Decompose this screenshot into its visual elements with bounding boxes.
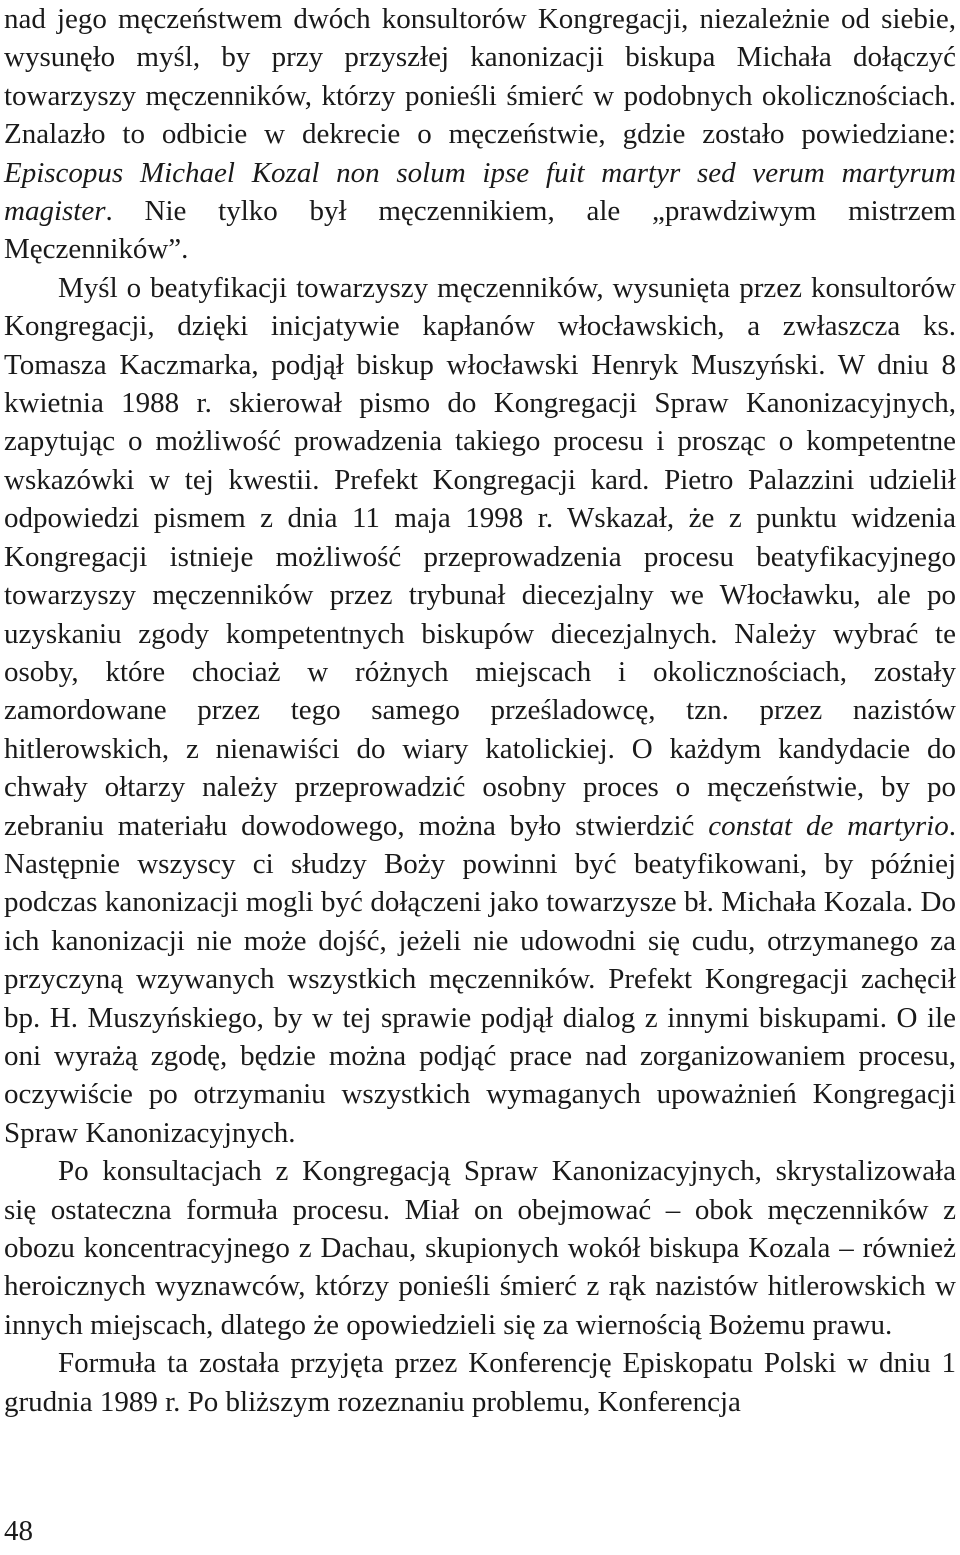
paragraph-2-text: Myśl o beatyfikacji towarzyszy męczenników, wysunięta przez konsultorów Kongregacji, dzięki inicjatywie kapłanów włocławskich, a zwłaszcza ks. Tomasza Kaczmarka, podjął biskup włocławski Henryk Muszyński. W dniu 8 kwietnia 1988 r. skierował pismo do Kongregacji Spraw Kanonizacyjnych, zapytując o możliwość prowadzenia takiego procesu i prosząc o kompetentne wskazówki w tej kwestii. Prefekt Kongregacji kard. Pietro Palazzini udzielił odpowiedzi pismem z dnia 11 maja 1998 r. Wskazał, że z punktu widzenia Kongregacji istnieje możliwość przeprowadzenia procesu beatyfikacyjnego towarzyszy męczenników przez trybunał diecezjalny we Włocławku, ale po uzyskaniu zgody kompetentnych biskupów diecezjalnych. Należy wybrać te osoby, które chociaż w różnych miejscach i okolicznościach, zostały zamordowane przez tego samego prześladowcę, tzn. przez nazistów hitlerowskich, z nienawiści do wiary katolickiej. O każdym kandydacie do chwały ołtarzy należy przeprowadzić osobny proces o męczeństwie, by po zebraniu materiału dowodowego, można było stwierdzić <box>4 271 956 842</box>
paragraph-4 <box>4 1344 956 1421</box>
paragraph-1-text: nad jego męczeństwem dwóch konsultorów Kongregacji, niezależnie od siebie, wysunęło myśl, by przy przyszłej kanonizacji biskupa Michała dołączyć towarzyszy męczenników, którzy ponieśli śmierć w podobnych okolicznościach. Znalazło to odbicie w dekrecie o męczeństwie, gdzie zostało powiedziane: <box>4 3 956 151</box>
paragraph-1-text-end: . Nie tylko był męczennikiem, ale „prawdziwym mistrzem Męczenników”. <box>4 195 956 266</box>
page-body <box>4 0 956 1421</box>
paragraph-3 <box>4 1152 956 1344</box>
paragraph-1 <box>4 0 956 269</box>
paragraph-2 <box>4 269 956 1152</box>
paragraph-2-latin-phrase: constat de martyrio <box>708 809 949 842</box>
paragraph-1-latin-quote: Episcopus Michael Kozal non solum ipse fuit martyr sed verum martyrum magister <box>4 156 956 228</box>
paragraph-4-text: Formuła ta została przyjęta przez Konferencję Episkopatu Polski w dniu 1 grudnia 1989 r. Po bliższym rozeznaniu problemu, Konferencja <box>4 1347 956 1418</box>
page-number: 48 <box>4 1515 33 1547</box>
paragraph-2-text-end: . Następnie wszyscy ci słudzy Boży powinni być beatyfikowani, by później podczas kanonizacji mogli być dołączeni jako towarzysze bł. Michała Kozala. Do ich kanonizacji nie może dojść, jeżeli nie udowodni się cudu, otrzymanego za przyczyną wzywanych wszystkich męczenników. Prefekt Kongregacji zachęcił bp. H. Muszyńskiego, by w tej sprawie podjął dialog z innymi biskupami. O ile oni wyrażą zgodę, będzie można podjąć prace nad zorganizowaniem procesu, oczywiście po otrzymaniu wszystkich wymaganych upoważnień Kongregacji Spraw Kanonizacyjnych. <box>4 809 956 1149</box>
paragraph-3-text: Po konsultacjach z Kongregacją Spraw Kanonizacyjnych, skrystalizowała się ostateczna formuła procesu. Miał on obejmować – obok męczenników z obozu koncentracyjnego z Dachau, skupionych wokół biskupa Kozala – również heroicznych wyznawców, którzy ponieśli śmierć z rąk nazistów hitlerowskich w innych miejscach, dlatego że opowiedzieli się za wiernością Bożemu prawu. <box>4 1155 956 1341</box>
